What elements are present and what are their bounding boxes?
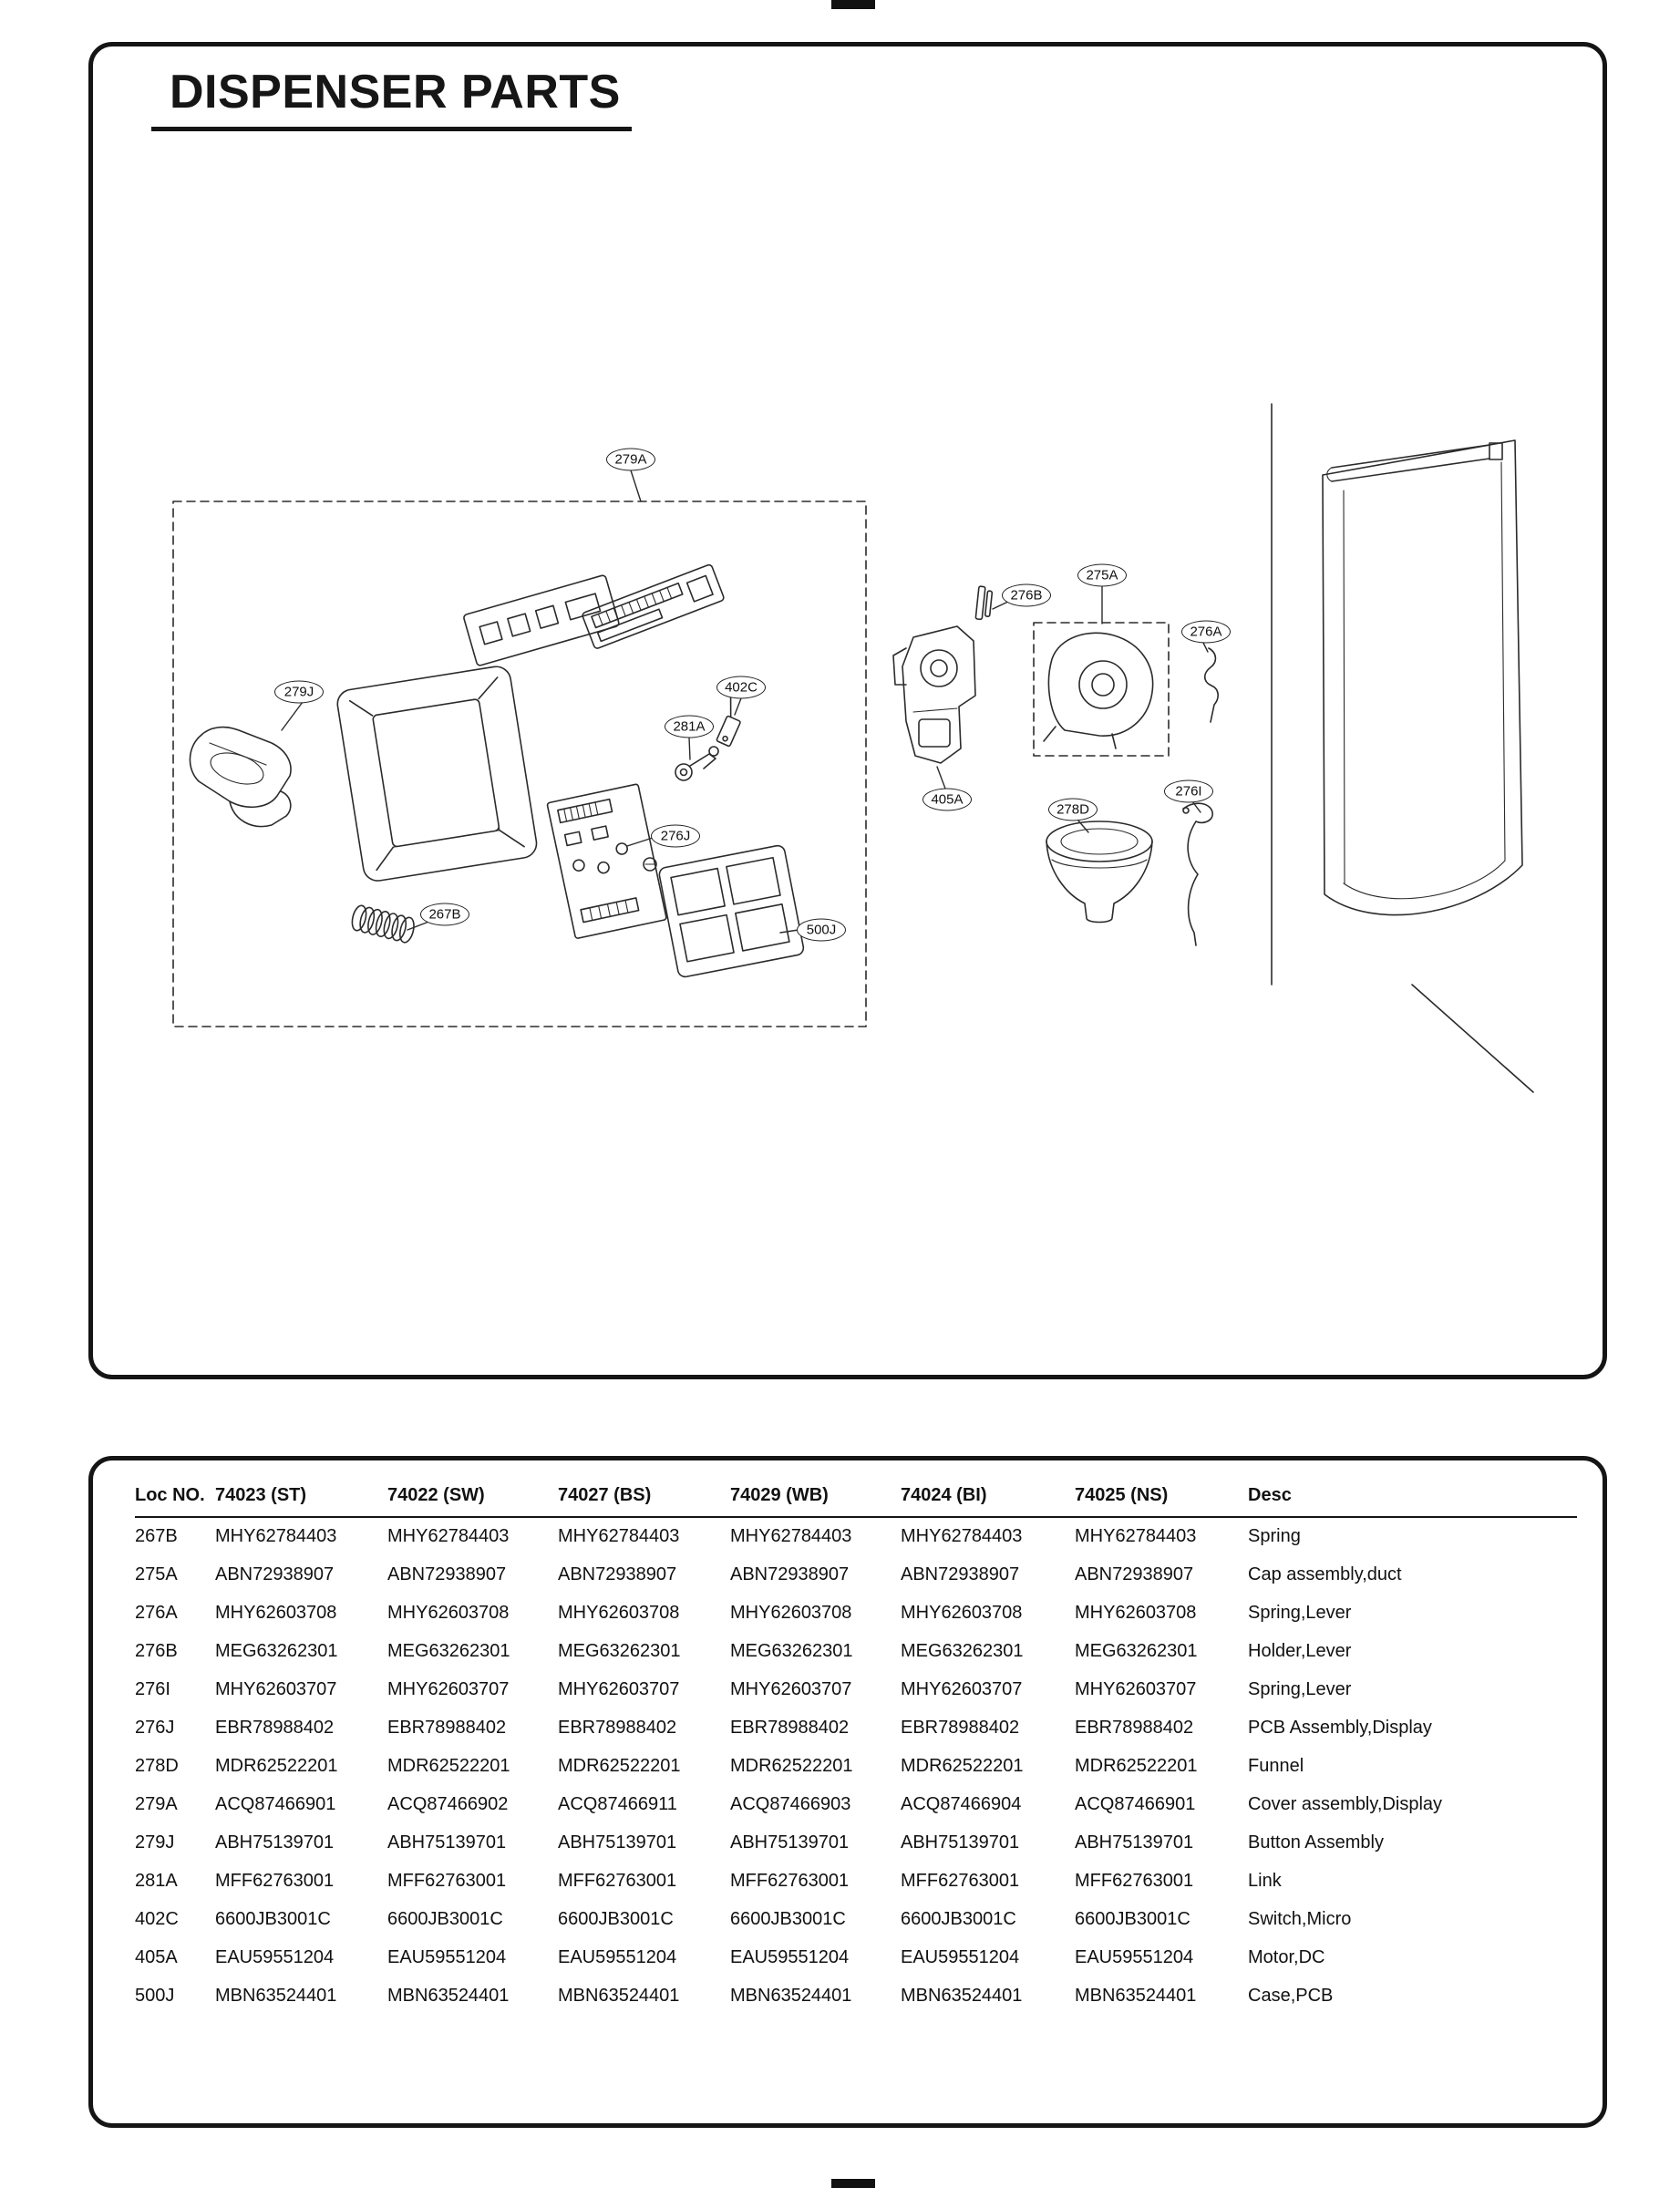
column-header-74022-sw: 74022 (SW) <box>387 1475 558 1517</box>
part-number-cell: EBR78988402 <box>558 1717 677 1738</box>
part-number-cell: MHY62784403 <box>387 1526 510 1546</box>
part-number-cell: ABH75139701 <box>730 1832 850 1853</box>
table-row <box>135 1823 1577 1862</box>
wire-spring-sketch <box>1183 803 1212 945</box>
part-number-cell: MEG63262301 <box>901 1640 1024 1661</box>
table-row <box>135 1938 1577 1976</box>
part-number-cell: MDR62522201 <box>1075 1755 1198 1776</box>
part-number-cell: MHY62784403 <box>730 1526 852 1546</box>
part-number-cell: MHY62603707 <box>558 1678 680 1699</box>
part-number-cell: EAU59551204 <box>558 1946 677 1967</box>
part-number-cell: MFF62763001 <box>1075 1870 1194 1891</box>
part-number-cell: MDR62522201 <box>215 1755 338 1776</box>
part-number-cell: EAU59551204 <box>1075 1946 1194 1967</box>
part-number-cell: MEG63262301 <box>730 1640 853 1661</box>
part-number-cell: EAU59551204 <box>730 1946 850 1967</box>
header-row <box>135 1475 1577 1517</box>
control-bezel-sketch <box>463 574 620 666</box>
desc-cell: Spring,Lever <box>1248 1602 1352 1623</box>
part-number-cell: MDR62522201 <box>730 1755 853 1776</box>
desc-cell: Cover assembly,Display <box>1248 1793 1443 1814</box>
page-title: DISPENSER PARTS <box>170 66 621 119</box>
funnel-sketch <box>1046 821 1152 923</box>
callout-500j: 500J <box>797 919 846 942</box>
lever-spring-sketch <box>1205 648 1218 722</box>
part-number-cell: ABH75139701 <box>387 1832 507 1853</box>
loc-no-cell: 276B <box>135 1640 178 1661</box>
callout-278d: 278D <box>1048 799 1098 821</box>
callout-276j: 276J <box>651 825 700 848</box>
part-number-cell: EBR78988402 <box>901 1717 1020 1738</box>
part-number-cell: 6600JB3001C <box>558 1908 674 1929</box>
callout-281a: 281A <box>665 716 714 738</box>
part-number-cell: ABN72938907 <box>558 1564 677 1584</box>
loc-no-cell: 279A <box>135 1793 178 1814</box>
display-grille-sketch <box>582 564 725 650</box>
spring-267b-sketch <box>350 904 417 944</box>
part-number-cell: MDR62522201 <box>558 1755 681 1776</box>
desc-cell: PCB Assembly,Display <box>1248 1717 1432 1738</box>
part-number-cell: MBN63524401 <box>215 1985 337 2006</box>
part-number-cell: ACQ87466903 <box>730 1793 851 1814</box>
table-row <box>135 1862 1577 1900</box>
part-number-cell: MBN63524401 <box>730 1985 852 2006</box>
part-number-cell: MHY62603708 <box>901 1602 1023 1623</box>
part-number-cell: MHY62784403 <box>1075 1526 1197 1546</box>
column-header-74023-st: 74023 (ST) <box>215 1475 387 1517</box>
door-panel-sketch <box>1272 404 1533 1092</box>
part-number-cell: MFF62763001 <box>215 1870 335 1891</box>
part-number-cell: EBR78988402 <box>1075 1717 1194 1738</box>
part-number-cell: ABN72938907 <box>387 1564 507 1584</box>
exploded-parts-diagram <box>93 46 1603 1375</box>
display-frame-sketch <box>335 665 539 882</box>
part-number-cell: MEG63262301 <box>215 1640 338 1661</box>
part-number-cell: ACQ87466901 <box>1075 1793 1196 1814</box>
part-number-cell: 6600JB3001C <box>730 1908 846 1929</box>
part-number-cell: EAU59551204 <box>215 1946 335 1967</box>
loc-no-cell: 402C <box>135 1908 179 1929</box>
part-number-cell: MHY62784403 <box>215 1526 337 1546</box>
callout-267b: 267B <box>420 903 469 926</box>
table-row <box>135 1670 1577 1708</box>
part-number-cell: MBN63524401 <box>558 1985 680 2006</box>
loc-no-cell: 500J <box>135 1985 175 2006</box>
table-row <box>135 1900 1577 1938</box>
parts-table-panel <box>88 1456 1607 2128</box>
part-number-cell: MFF62763001 <box>901 1870 1020 1891</box>
parts-table-body <box>135 1517 1577 2015</box>
loc-no-cell: 279J <box>135 1832 175 1853</box>
callout-276i: 276I <box>1164 780 1213 803</box>
column-header-74025-ns: 74025 (NS) <box>1075 1475 1248 1517</box>
callout-275a: 275A <box>1077 564 1127 587</box>
part-number-cell: ACQ87466904 <box>901 1793 1022 1814</box>
micro-switch-sketch <box>712 697 748 747</box>
desc-cell: Spring <box>1248 1526 1301 1546</box>
part-number-cell: MHY62603708 <box>215 1602 337 1623</box>
part-number-cell: EAU59551204 <box>387 1946 507 1967</box>
desc-cell: Motor,DC <box>1248 1946 1325 1967</box>
part-number-cell: MEG63262301 <box>387 1640 510 1661</box>
part-number-cell: EBR78988402 <box>387 1717 507 1738</box>
column-header-desc: Desc <box>1248 1475 1577 1517</box>
part-number-cell: 6600JB3001C <box>387 1908 503 1929</box>
desc-cell: Spring,Lever <box>1248 1678 1352 1699</box>
part-number-cell: MFF62763001 <box>387 1870 507 1891</box>
callout-402c: 402C <box>716 676 766 699</box>
part-number-cell: ABH75139701 <box>1075 1832 1194 1853</box>
table-row <box>135 1517 1577 1555</box>
desc-cell: Funnel <box>1248 1755 1304 1776</box>
callout-276a: 276A <box>1181 621 1231 644</box>
part-number-cell: ABN72938907 <box>215 1564 335 1584</box>
part-number-cell: MEG63262301 <box>1075 1640 1198 1661</box>
part-number-cell: ABH75139701 <box>215 1832 335 1853</box>
column-header-74027-bs: 74027 (BS) <box>558 1475 730 1517</box>
loc-no-cell: 281A <box>135 1870 178 1891</box>
lever-holder-sketch <box>975 586 993 620</box>
part-number-cell: MBN63524401 <box>901 1985 1023 2006</box>
part-number-cell: MFF62763001 <box>558 1870 677 1891</box>
table-row <box>135 1708 1577 1747</box>
part-number-cell: ABH75139701 <box>558 1832 677 1853</box>
loc-no-cell: 278D <box>135 1755 179 1776</box>
part-number-cell: MHY62603708 <box>1075 1602 1197 1623</box>
part-number-cell: MHY62603707 <box>387 1678 510 1699</box>
loc-no-cell: 276A <box>135 1602 178 1623</box>
loc-no-cell: 276J <box>135 1717 175 1738</box>
part-number-cell: MHY62784403 <box>558 1526 680 1546</box>
part-number-cell: MFF62763001 <box>730 1870 850 1891</box>
part-number-cell: EBR78988402 <box>215 1717 335 1738</box>
desc-cell: Button Assembly <box>1248 1832 1384 1853</box>
part-number-cell: 6600JB3001C <box>215 1908 331 1929</box>
part-number-cell: MBN63524401 <box>1075 1985 1197 2006</box>
desc-cell: Holder,Lever <box>1248 1640 1352 1661</box>
table-row <box>135 1785 1577 1823</box>
desc-cell: Cap assembly,duct <box>1248 1564 1402 1584</box>
part-number-cell: ACQ87466911 <box>558 1793 677 1814</box>
desc-cell: Case,PCB <box>1248 1985 1334 2006</box>
part-number-cell: ACQ87466902 <box>387 1793 509 1814</box>
callout-279j: 279J <box>274 681 324 704</box>
button-assembly-sketch <box>190 728 291 827</box>
part-number-cell: MHY62603707 <box>901 1678 1023 1699</box>
part-number-cell: 6600JB3001C <box>901 1908 1016 1929</box>
part-number-cell: ABN72938907 <box>730 1564 850 1584</box>
pcb-case-sketch <box>658 844 805 977</box>
part-number-cell: MDR62522201 <box>387 1755 510 1776</box>
desc-cell: Switch,Micro <box>1248 1908 1352 1929</box>
table-row <box>135 1632 1577 1670</box>
desc-cell: Link <box>1248 1870 1282 1891</box>
part-number-cell: MDR62522201 <box>901 1755 1024 1776</box>
column-header-74029-wb: 74029 (WB) <box>730 1475 901 1517</box>
callout-405a: 405A <box>922 789 972 811</box>
part-number-cell: EAU59551204 <box>901 1946 1020 1967</box>
part-number-cell: ABN72938907 <box>1075 1564 1194 1584</box>
part-number-cell: MHY62603707 <box>730 1678 852 1699</box>
callout-276b: 276B <box>1002 584 1051 607</box>
part-number-cell: EBR78988402 <box>730 1717 850 1738</box>
table-row <box>135 1555 1577 1594</box>
column-header-74024-bi: 74024 (BI) <box>901 1475 1075 1517</box>
part-number-cell: ABH75139701 <box>901 1832 1020 1853</box>
loc-no-cell: 267B <box>135 1526 178 1546</box>
registration-mark-bottom <box>831 2179 875 2188</box>
callout-279a: 279A <box>606 449 655 471</box>
loc-no-cell: 405A <box>135 1946 178 1967</box>
registration-mark-top <box>831 0 875 9</box>
display-pcb-sketch <box>547 784 666 939</box>
loc-no-cell: 276I <box>135 1678 170 1699</box>
part-number-cell: 6600JB3001C <box>1075 1908 1190 1929</box>
parts-table-header <box>135 1475 1577 1517</box>
diagram-panel <box>88 42 1607 1379</box>
screw-sketch <box>644 858 656 871</box>
table-row <box>135 1747 1577 1785</box>
cap-assembly-sketch <box>1034 623 1169 756</box>
loc-no-cell: 275A <box>135 1564 178 1584</box>
part-number-cell: MHY62603708 <box>730 1602 852 1623</box>
part-number-cell: MHY62784403 <box>901 1526 1023 1546</box>
link-sketch <box>675 747 718 780</box>
table-row <box>135 1976 1577 2015</box>
part-number-cell: MHY62603708 <box>558 1602 680 1623</box>
part-number-cell: MHY62603708 <box>387 1602 510 1623</box>
part-number-cell: ACQ87466901 <box>215 1793 336 1814</box>
part-number-cell: MHY62603707 <box>1075 1678 1197 1699</box>
part-number-cell: MHY62603707 <box>215 1678 337 1699</box>
motor-sketch <box>893 626 975 763</box>
parts-table <box>135 1475 1577 2015</box>
column-header-loc-no: Loc NO. <box>135 1475 215 1517</box>
part-number-cell: MEG63262301 <box>558 1640 681 1661</box>
part-number-cell: ABN72938907 <box>901 1564 1020 1584</box>
table-row <box>135 1594 1577 1632</box>
part-number-cell: MBN63524401 <box>387 1985 510 2006</box>
